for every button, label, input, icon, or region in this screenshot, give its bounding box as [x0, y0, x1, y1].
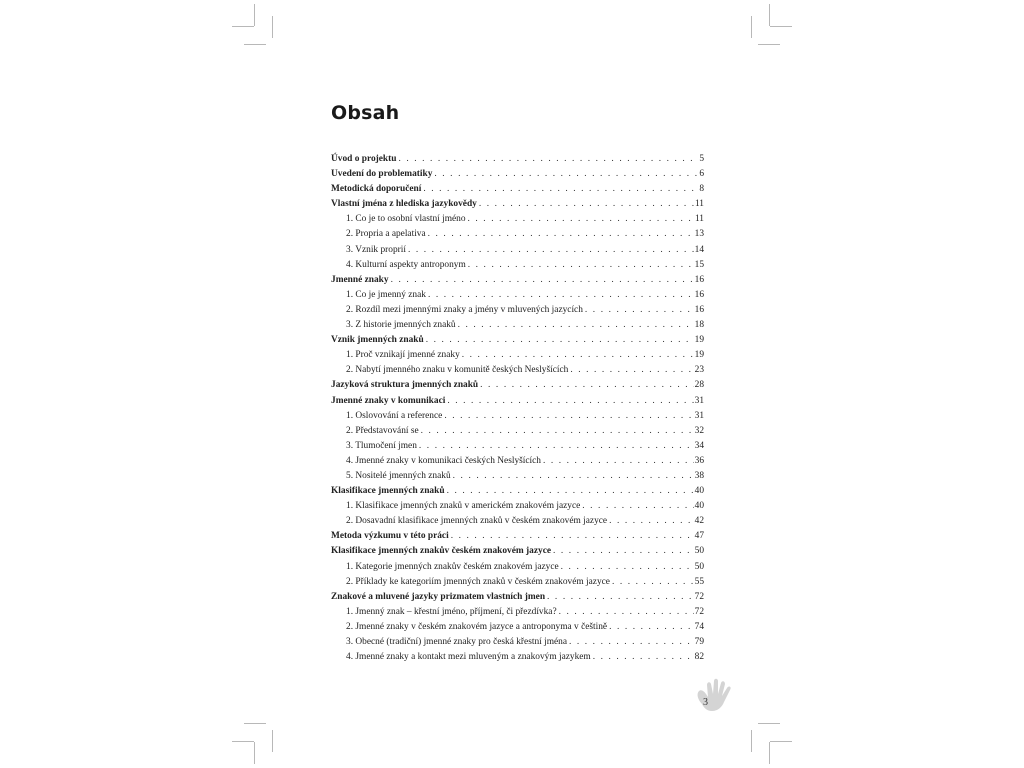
toc-entry-page: 19 [694, 350, 704, 361]
toc-chapter [331, 394, 704, 409]
toc-leader-dots [609, 514, 694, 529]
toc-leader-dots [609, 620, 694, 635]
toc-entry-label: Jmenné znaky [331, 274, 389, 285]
toc-section [331, 635, 704, 650]
crop-mark [244, 44, 266, 45]
toc-leader-dots [423, 182, 698, 197]
toc-entry-label: 2. Nabytí jmenného znaku v komunitě českých Neslyšících [346, 365, 569, 376]
toc-entry-page: 31 [694, 410, 704, 421]
toc-section [331, 348, 704, 363]
toc-section [331, 514, 704, 529]
toc-section [331, 212, 704, 227]
toc-entry-label: 1. Co je to osobní vlastní jméno [346, 214, 466, 225]
toc-entry-page: 72 [694, 591, 704, 602]
toc-leader-dots [612, 575, 694, 590]
toc-chapter [331, 197, 704, 212]
hand-icon [692, 674, 738, 714]
toc-entry-label: 2. Příklady ke kategoriím jmenných znaků v českém znakovém jazyce [346, 576, 610, 587]
crop-mark [770, 26, 792, 27]
crop-mark [254, 4, 255, 26]
toc-entry-label: 2. Propria a apelativa [346, 229, 426, 240]
table-of-contents [331, 152, 704, 665]
toc-entry-label: 5. Nositelé jmenných znaků [346, 470, 451, 481]
toc-leader-dots [453, 469, 694, 484]
toc-section [331, 258, 704, 273]
toc-section [331, 424, 704, 439]
toc-leader-dots [444, 409, 693, 424]
toc-entry-label: 2. Představování se [346, 425, 419, 436]
toc-entry-page: 47 [694, 531, 704, 542]
toc-section [331, 288, 704, 303]
toc-entry-label: Metoda výzkumu v této práci [331, 531, 449, 542]
toc-leader-dots [559, 605, 694, 620]
crop-mark [254, 742, 255, 764]
toc-leader-dots [582, 499, 693, 514]
toc-section [331, 318, 704, 333]
toc-section [331, 560, 704, 575]
toc-entry-label: Klasifikace jmenných znaků [331, 486, 445, 497]
toc-leader-dots [462, 348, 694, 363]
crop-mark [751, 730, 752, 752]
toc-entry-label: Klasifikace jmenných znakův českém znakovém jazyce [331, 546, 552, 557]
toc-leader-dots [458, 318, 694, 333]
toc-entry-page: 6 [699, 169, 704, 180]
toc-entry-page: 28 [694, 380, 704, 391]
toc-entry-page: 8 [699, 184, 704, 195]
toc-entry-page: 11 [694, 214, 704, 225]
toc-leader-dots [428, 227, 694, 242]
toc-entry-label: 3. Z historie jmenných znaků [346, 320, 456, 331]
toc-entry-label: Vznik jmenných znaků [331, 335, 424, 346]
toc-section [331, 227, 704, 242]
toc-chapter [331, 544, 704, 559]
toc-entry-label: Znakové a mluvené jazyky prizmatem vlastních jmen [331, 591, 546, 602]
toc-section [331, 620, 704, 635]
toc-entry-label: 3. Vznik proprií [346, 244, 406, 255]
toc-entry-label: 3. Obecné (tradiční) jmenné znaky pro česká křestní jména [346, 637, 568, 647]
toc-leader-dots [391, 273, 694, 288]
toc-section [331, 243, 704, 258]
toc-entry-label: 1. Oslovování a reference [346, 410, 443, 421]
toc-section [331, 303, 704, 318]
toc-chapter [331, 152, 704, 167]
toc-leader-dots [480, 378, 693, 393]
toc-entry-page: 79 [694, 637, 704, 647]
toc-leader-dots [447, 394, 693, 409]
crop-mark [272, 730, 273, 752]
crop-mark [272, 16, 273, 38]
toc-entry-page: 50 [694, 546, 704, 557]
toc-leader-dots [570, 363, 693, 378]
toc-entry-page: 5 [699, 154, 704, 164]
crop-mark [232, 26, 254, 27]
toc-entry-page: 19 [694, 335, 704, 346]
toc-entry-page: 40 [694, 486, 704, 497]
page-title: Obsah [331, 102, 400, 124]
toc-section [331, 650, 704, 665]
toc-entry-label: 1. Klasifikace jmenných znaků v americkém znakovém jazyce [346, 501, 581, 512]
toc-entry-page: 13 [694, 229, 704, 240]
toc-chapter [331, 167, 704, 182]
toc-entry-page: 55 [694, 576, 704, 587]
toc-entry-page: 42 [694, 516, 704, 527]
toc-leader-dots [428, 288, 694, 303]
toc-leader-dots [561, 560, 694, 575]
toc-section [331, 454, 704, 469]
toc-section [331, 439, 704, 454]
toc-entry-page: 16 [694, 274, 704, 285]
crop-mark [244, 723, 266, 724]
toc-chapter [331, 590, 704, 605]
page-number: 3 [703, 697, 708, 708]
toc-entry-label: Uvedení do problematiky [331, 169, 433, 180]
toc-chapter [331, 182, 704, 197]
toc-section [331, 469, 704, 484]
toc-section [331, 605, 704, 620]
toc-leader-dots [398, 152, 698, 167]
toc-entry-page: 72 [694, 606, 704, 617]
toc-leader-dots [553, 544, 694, 559]
toc-entry-page: 23 [694, 365, 704, 376]
toc-entry-page: 16 [694, 304, 704, 315]
toc-leader-dots [543, 454, 694, 469]
toc-section [331, 499, 704, 514]
toc-entry-page: 74 [694, 621, 704, 632]
toc-leader-dots [421, 424, 694, 439]
toc-chapter [331, 273, 704, 288]
toc-entry-page: 38 [694, 470, 704, 481]
toc-entry-page: 36 [694, 455, 704, 466]
crop-mark [751, 16, 752, 38]
toc-entry-page: 40 [694, 501, 704, 512]
toc-entry-page: 82 [694, 652, 704, 663]
toc-entry-page: 14 [694, 244, 704, 255]
toc-entry-label: 1. Kategorie jmenných znakův českém znakovém jazyce [346, 561, 559, 572]
crop-mark [758, 44, 780, 45]
toc-entry-label: Vlastní jména z hlediska jazykovědy [331, 199, 477, 210]
toc-leader-dots [451, 529, 694, 544]
toc-entry-page: 15 [694, 259, 704, 270]
toc-entry-label: 4. Kulturní aspekty antroponym [346, 259, 466, 270]
toc-entry-page: 18 [694, 320, 704, 331]
toc-section [331, 575, 704, 590]
crop-mark [770, 741, 792, 742]
toc-entry-page: 50 [694, 561, 704, 572]
toc-entry-page: 32 [694, 425, 704, 436]
toc-entry-label: 1. Co je jmenný znak [346, 289, 426, 300]
toc-entry-page: 31 [694, 395, 704, 406]
toc-leader-dots [468, 258, 694, 273]
toc-chapter [331, 529, 704, 544]
toc-leader-dots [434, 167, 698, 182]
toc-chapter [331, 333, 704, 348]
toc-leader-dots [569, 635, 694, 650]
toc-leader-dots [419, 439, 694, 454]
toc-leader-dots [468, 212, 694, 227]
toc-chapter [331, 484, 704, 499]
toc-entry-page: 11 [694, 199, 704, 210]
crop-mark [758, 723, 780, 724]
toc-entry-label: 2. Rozdíl mezi jmennými znaky a jmény v mluvených jazycích [346, 304, 583, 315]
toc-entry-page: 34 [694, 440, 704, 451]
toc-entry-label: 3. Tlumočení jmen [346, 440, 417, 451]
toc-section [331, 363, 704, 378]
toc-section [331, 409, 704, 424]
toc-entry-label: 4. Jmenné znaky a kontakt mezi mluveným a znakovým jazykem [346, 652, 591, 663]
toc-entry-label: 1. Jmenný znak – křestní jméno, příjmení, či přezdívka? [346, 606, 557, 617]
toc-entry-label: 2. Dosavadní klasifikace jmenných znaků v českém znakovém jazyce [346, 516, 608, 527]
toc-entry-label: 2. Jmenné znaky v českém znakovém jazyce a antroponyma v češtině [346, 621, 608, 632]
crop-mark [232, 741, 254, 742]
toc-leader-dots [447, 484, 694, 499]
toc-entry-label: Metodická doporučení [331, 184, 422, 195]
toc-entry-page: 16 [694, 289, 704, 300]
toc-entry-label: Jmenné znaky v komunikaci [331, 395, 446, 406]
toc-leader-dots [426, 333, 694, 348]
toc-entry-label: 4. Jmenné znaky v komunikaci českých Neslyšících [346, 455, 541, 466]
crop-mark [769, 742, 770, 764]
toc-chapter [331, 378, 704, 393]
toc-leader-dots [547, 590, 694, 605]
crop-mark [769, 4, 770, 26]
toc-leader-dots [479, 197, 694, 212]
toc-leader-dots [585, 303, 694, 318]
toc-entry-label: Jazyková struktura jmenných znaků [331, 380, 479, 391]
toc-entry-label: 1. Proč vznikají jmenné znaky [346, 350, 460, 361]
toc-leader-dots [408, 243, 694, 258]
toc-leader-dots [593, 650, 694, 665]
toc-entry-label: Úvod o projektu [331, 154, 397, 164]
